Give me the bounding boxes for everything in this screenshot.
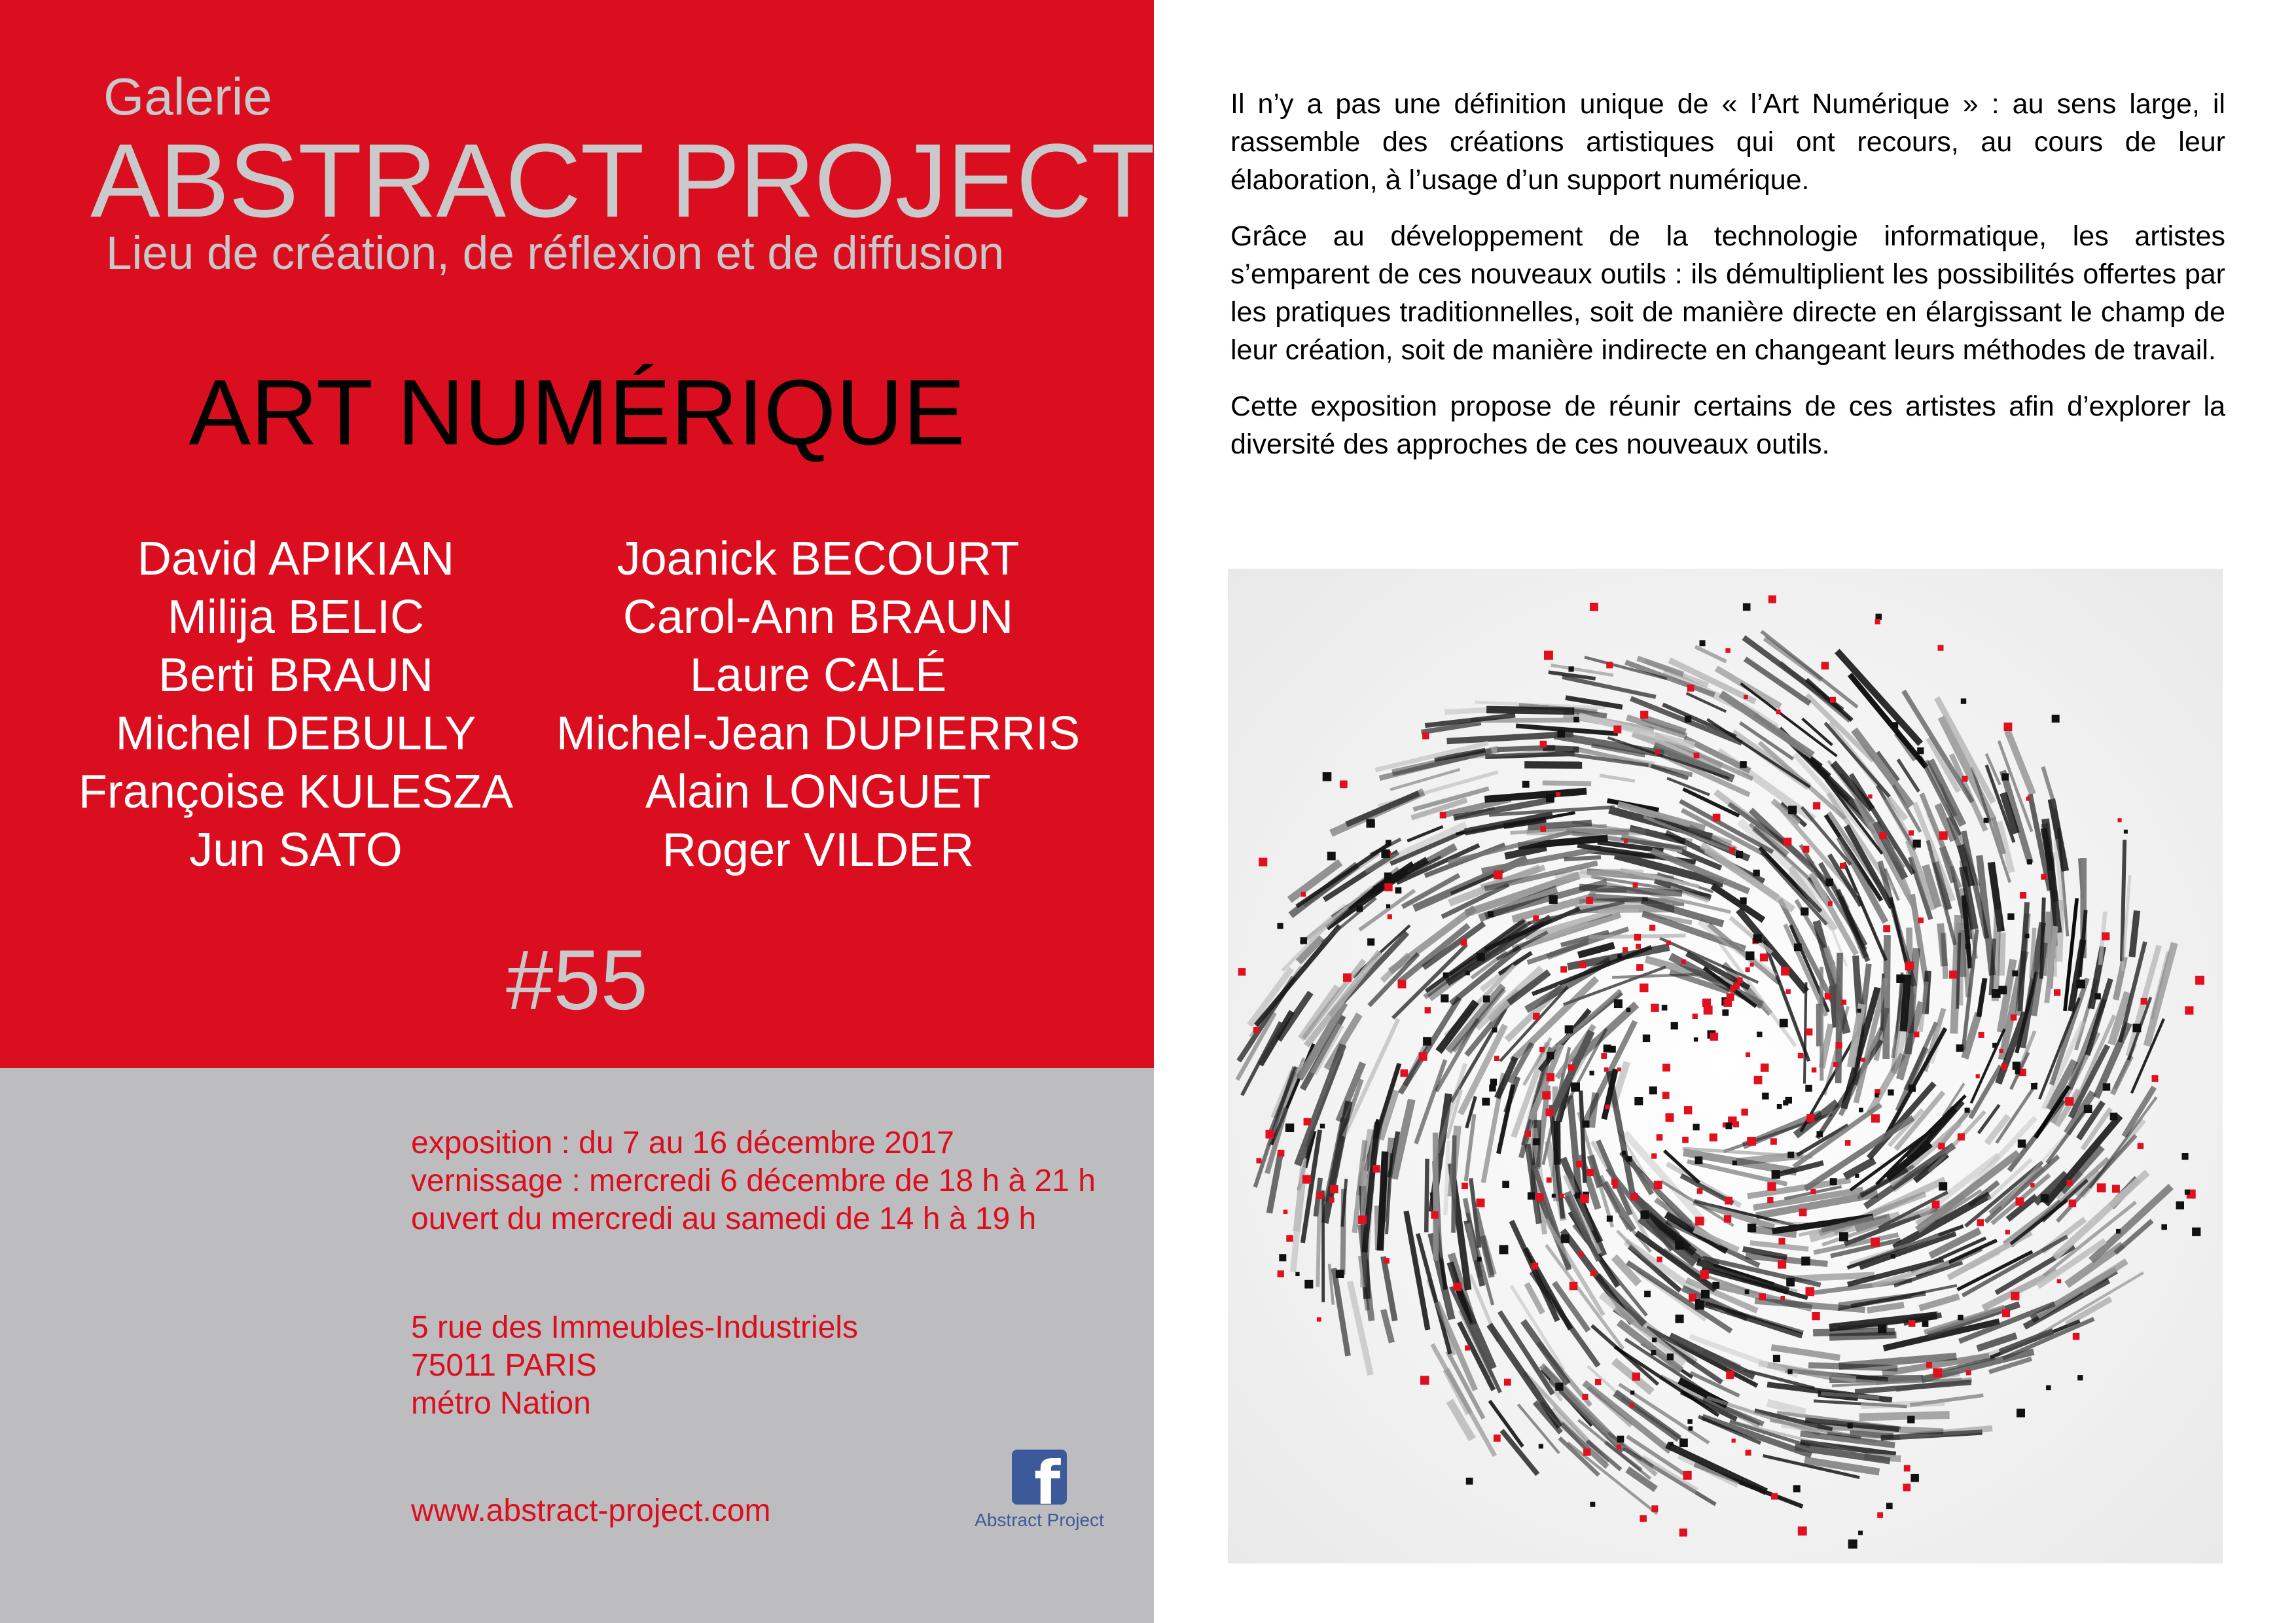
artist-name: Laure CALÉ xyxy=(689,649,947,702)
facebook-glyph: f xyxy=(1033,1450,1060,1505)
gallery-prefix: Galerie xyxy=(103,67,272,126)
facebook-icon[interactable] xyxy=(1012,1450,1067,1505)
description-text xyxy=(1230,85,2225,482)
exhibition-dates: exposition : du 7 au 16 décembre 2017 xyxy=(411,1126,954,1160)
gallery-address xyxy=(411,1309,858,1423)
artist-name: Berti BRAUN xyxy=(158,649,434,702)
artist-name: Roger VILDER xyxy=(662,824,975,876)
issue-number: #55 xyxy=(506,932,648,1027)
description-paragraph: Grâce au développement de la technologie informatique, les artistes s’emparent de ces nouveaux outils : ils démultiplient les possibilités offertes par les pratiques traditionnelles, soit de manière directe en élargissant le champ de leur création, soit de manière indirecte en changeant leurs méthodes de travail. xyxy=(1230,221,2225,366)
address-city: 75011 PARIS xyxy=(411,1348,597,1383)
artist-list-left xyxy=(8,530,584,880)
artist-name: Michel-Jean DUPIERRIS xyxy=(556,707,1081,760)
artist-name: Jun SATO xyxy=(189,824,403,876)
gallery-name: ABSTRACT PROJECT xyxy=(90,122,1155,239)
artist-name: Joanick BECOURT xyxy=(617,533,1020,585)
opening-reception: vernissage : mercredi 6 décembre de 18 h à 21 h xyxy=(411,1164,1096,1198)
facebook-link[interactable] xyxy=(967,1450,1111,1531)
artist-name: Milija BELIC xyxy=(167,591,425,643)
gallery-tagline: Lieu de création, de réflexion et de diffusion xyxy=(106,228,1005,279)
exhibition-info xyxy=(411,1124,1096,1238)
opening-hours: ouvert du mercredi au samedi de 14 h à 19 h xyxy=(411,1202,1037,1236)
address-metro: métro Nation xyxy=(411,1386,591,1421)
facebook-label: Abstract Project xyxy=(975,1510,1104,1530)
artist-list-right xyxy=(530,530,1106,880)
description-paragraph: Il n’y a pas une définition unique de « l’Art Numérique » : au sens large, il rassemble des créations artistiques qui ont recours, au cours de leur élaboration, à l’usage d’un support numérique. xyxy=(1230,88,2225,196)
website-link[interactable]: www.abstract-project.com xyxy=(411,1493,771,1528)
artist-name: Alain LONGUET xyxy=(645,766,992,818)
artist-name: Michel DEBULLY xyxy=(115,707,476,760)
artwork-image xyxy=(1228,569,2223,1563)
artist-name: Carol-Ann BRAUN xyxy=(622,591,1014,643)
artist-name: Françoise KULESZA xyxy=(78,766,514,818)
artist-name: David APIKIAN xyxy=(137,533,455,585)
exhibition-title: ART NUMÉRIQUE xyxy=(188,361,965,465)
address-street: 5 rue des Immeubles-Industriels xyxy=(411,1310,858,1345)
description-paragraph: Cette exposition propose de réunir certains de ces artistes afin d’explorer la diversité des approches de ces nouveaux outils. xyxy=(1230,391,2225,460)
